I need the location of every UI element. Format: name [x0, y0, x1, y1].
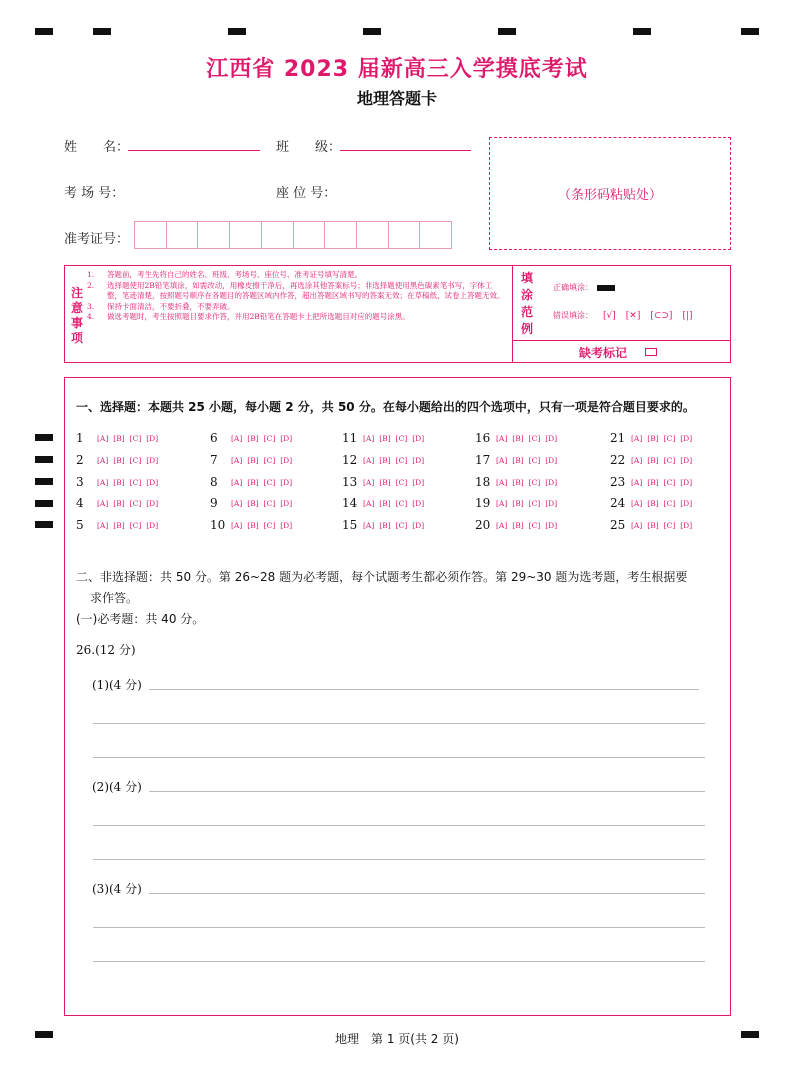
mc-question-number: 17 [475, 453, 491, 467]
mc-question-number: 4 [76, 496, 84, 510]
mc-question-number: 22 [610, 453, 626, 467]
mc-option-bubble[interactable]: [C] [395, 433, 408, 443]
mc-question [210, 496, 292, 510]
mc-question-number: 16 [475, 431, 491, 445]
answer-line[interactable] [93, 757, 705, 758]
mc-option-bubble[interactable]: [B] [379, 455, 391, 465]
timing-mark [35, 28, 53, 35]
mc-option-bubble[interactable]: [C] [528, 520, 541, 530]
mc-option-bubble[interactable]: [A] [231, 520, 243, 530]
mc-question-number: 9 [210, 496, 218, 510]
mc-option-bubble[interactable]: [D] [545, 433, 558, 443]
answer-line[interactable] [93, 859, 705, 860]
answer-line[interactable] [93, 927, 705, 928]
mc-question [76, 453, 158, 467]
mc-question [475, 453, 557, 467]
mc-question [210, 475, 292, 489]
timing-mark [35, 456, 53, 463]
timing-mark [363, 28, 381, 35]
mc-option-bubble[interactable]: [D] [146, 477, 159, 487]
barcode-area [489, 137, 731, 250]
mc-option-bubble[interactable]: [A] [631, 520, 643, 530]
mc-question-number: 10 [210, 518, 226, 532]
page-subtitle: 地理答题卡 [356, 89, 437, 108]
note-number: 3. [87, 301, 95, 311]
timing-mark [35, 478, 53, 485]
mc-option-bubble[interactable]: [D] [280, 520, 293, 530]
wrong-fill-example [553, 310, 693, 321]
class-label: 班 级： [276, 140, 342, 155]
mc-question [475, 475, 557, 489]
mc-option-bubble[interactable]: [D] [412, 520, 425, 530]
mc-option-bubble[interactable]: [A] [231, 477, 243, 487]
mc-question-number: 7 [210, 453, 218, 467]
mc-option-bubble[interactable]: [C] [528, 433, 541, 443]
mc-option-bubble[interactable]: [A] [496, 520, 508, 530]
ticket-digit-box[interactable] [357, 222, 389, 248]
mc-option-bubble[interactable]: [A] [631, 455, 643, 465]
timing-mark [35, 500, 53, 507]
question-26-part-1: (1)(4 分) [92, 678, 142, 692]
section1-title: 一、选择题：本题共 25 小题，每小题 2 分，共 50 分。在每小题给出的四个选项中，只有一项是符合题目要求的。 [76, 400, 695, 414]
required-questions-heading: (一)必考题：共 40 分。 [76, 612, 205, 626]
mc-option-bubble[interactable]: [C] [528, 455, 541, 465]
mc-option-bubble[interactable]: [A] [97, 520, 109, 530]
mc-question [475, 518, 557, 532]
timing-mark [228, 28, 246, 35]
mc-question-number: 6 [210, 431, 218, 445]
notes-box [64, 265, 731, 363]
timing-mark [498, 28, 516, 35]
ticket-digit-box[interactable] [389, 222, 421, 248]
note-number: 1. [87, 270, 95, 279]
mc-option-bubble[interactable]: [D] [545, 455, 558, 465]
mc-question-number: 2 [76, 453, 84, 467]
mc-option-bubble[interactable]: [B] [113, 433, 125, 443]
mc-option-bubble[interactable]: [C] [663, 455, 676, 465]
mc-option-bubble[interactable]: [A] [496, 433, 508, 443]
note-text: 做选考题时，考生按照题目要求作答，并用2B铅笔在答题卡上把所选题目对应的题号涂黑。 [107, 312, 410, 322]
mc-question [210, 453, 292, 467]
mc-option-bubble[interactable]: [C] [263, 455, 276, 465]
mc-question [610, 453, 692, 467]
check-mark-icon: [√] [603, 311, 616, 321]
note-number: 4. [87, 312, 95, 322]
mc-option-bubble[interactable]: [B] [647, 433, 659, 443]
mc-option-bubble[interactable]: [D] [146, 520, 159, 530]
mc-option-bubble[interactable]: [C] [663, 477, 676, 487]
mc-option-bubble[interactable]: [A] [231, 433, 243, 443]
mc-question [342, 453, 424, 467]
absent-mark-box[interactable] [645, 348, 657, 356]
mc-question-number: 13 [342, 475, 358, 489]
mc-option-bubble[interactable]: [A] [363, 477, 375, 487]
mc-option-bubble[interactable]: [B] [113, 477, 125, 487]
page-title: 江西省 2023 届新高三入学摸底考试 [206, 57, 588, 82]
mc-question [475, 431, 557, 445]
mc-option-bubble[interactable]: [C] [663, 498, 676, 508]
timing-mark [633, 28, 651, 35]
mc-question-number: 21 [610, 431, 626, 445]
mc-option-bubble[interactable]: [B] [647, 498, 659, 508]
mc-question [342, 496, 424, 510]
answer-line[interactable] [149, 791, 705, 792]
mc-option-bubble[interactable]: [D] [680, 477, 693, 487]
mc-option-bubble[interactable]: [B] [512, 477, 524, 487]
mc-question-number: 11 [342, 431, 358, 445]
oval-mark-icon: [⊂⊃] [650, 311, 673, 321]
mc-question-number: 12 [342, 453, 358, 467]
notes-heading: 注意事项 [71, 286, 84, 345]
answer-line[interactable] [93, 961, 705, 962]
mc-option-bubble[interactable]: [D] [280, 455, 293, 465]
mc-question [342, 518, 424, 532]
question-26-part-3: (3)(4 分) [92, 882, 142, 896]
note-text: 答题前，考生先将自己的姓名、班级、考场号、座位号、准考证号填写清楚。 [107, 270, 362, 279]
answer-line[interactable] [149, 893, 705, 894]
ticket-digit-box[interactable] [198, 222, 230, 248]
mc-option-bubble[interactable]: [C] [129, 433, 142, 443]
mc-option-bubble[interactable]: [B] [647, 520, 659, 530]
answer-line[interactable] [93, 825, 705, 826]
mc-option-bubble[interactable]: [A] [631, 433, 643, 443]
question-26-part-2: (2)(4 分) [92, 780, 142, 794]
mc-question [210, 431, 292, 445]
mc-option-bubble[interactable]: [B] [113, 455, 125, 465]
mc-option-bubble[interactable]: [B] [512, 455, 524, 465]
mc-option-bubble[interactable]: [C] [129, 477, 142, 487]
mc-option-bubble[interactable]: [C] [263, 433, 276, 443]
page-footer: 地理 第 1 页(共 2 页) [335, 1032, 459, 1046]
filled-bubble-icon [597, 285, 615, 291]
ticket-digit-box[interactable] [167, 222, 199, 248]
mc-option-bubble[interactable]: [C] [395, 455, 408, 465]
mc-option-bubble[interactable]: [B] [113, 520, 125, 530]
mc-question-number: 15 [342, 518, 358, 532]
note-item [87, 312, 507, 323]
mc-option-bubble[interactable]: [B] [379, 477, 391, 487]
note-text: 保持卡面清洁，不要折叠，不要弄破。 [107, 301, 235, 311]
mc-option-bubble[interactable]: [A] [97, 477, 109, 487]
mc-option-bubble[interactable]: [B] [647, 477, 659, 487]
mc-question-number: 18 [475, 475, 491, 489]
mc-option-bubble[interactable]: [B] [379, 498, 391, 508]
mc-option-bubble[interactable]: [C] [395, 498, 408, 508]
timing-mark [35, 521, 53, 528]
mc-option-bubble[interactable]: [C] [663, 520, 676, 530]
cross-mark-icon: [✕] [625, 311, 641, 321]
mc-question-number: 8 [210, 475, 218, 489]
wrong-fill-label: 错误填涂： [553, 311, 593, 320]
mc-option-bubble[interactable]: [B] [379, 433, 391, 443]
mc-question [610, 518, 692, 532]
mc-option-bubble[interactable]: [D] [680, 498, 693, 508]
answer-line[interactable] [93, 723, 705, 724]
mc-question [76, 518, 158, 532]
mc-option-bubble[interactable]: [C] [263, 498, 276, 508]
mc-option-bubble[interactable]: [D] [146, 498, 159, 508]
fill-example-heading: 填涂范例 [521, 271, 534, 336]
mc-option-bubble[interactable]: [A] [496, 455, 508, 465]
mc-option-bubble[interactable]: [B] [113, 498, 125, 508]
ticket-digit-box[interactable] [135, 222, 167, 248]
ticket-digit-box[interactable] [294, 222, 326, 248]
mc-option-bubble[interactable]: [A] [363, 433, 375, 443]
mc-option-bubble[interactable]: [A] [363, 520, 375, 530]
ticket-digit-box[interactable] [262, 222, 294, 248]
mc-option-bubble[interactable]: [B] [247, 455, 259, 465]
mc-question [76, 431, 158, 445]
correct-fill-example [553, 282, 615, 293]
mc-option-bubble[interactable]: [B] [512, 498, 524, 508]
notes-list [87, 270, 507, 323]
class-field[interactable] [340, 150, 471, 151]
mc-option-bubble[interactable]: [A] [631, 498, 643, 508]
note-item [87, 270, 507, 281]
mc-option-bubble[interactable]: [C] [263, 477, 276, 487]
mc-option-bubble[interactable]: [C] [129, 498, 142, 508]
mc-question-number: 3 [76, 475, 84, 489]
mc-option-bubble[interactable]: [C] [395, 520, 408, 530]
mc-question-number: 19 [475, 496, 491, 510]
mc-option-bubble[interactable]: [A] [496, 498, 508, 508]
mc-option-bubble[interactable]: [D] [280, 477, 293, 487]
mc-option-bubble[interactable]: [C] [528, 477, 541, 487]
ticket-digit-box[interactable] [325, 222, 357, 248]
mc-option-bubble[interactable]: [C] [663, 433, 676, 443]
timing-mark [93, 28, 111, 35]
mc-option-bubble[interactable]: [A] [363, 455, 375, 465]
mc-question-number: 14 [342, 496, 358, 510]
section2-title: 二、非选择题：共 50 分。第 26~28 题为必考题，每个试题考生都必须作答。第 29~30 题为选考题，考生根据要 [76, 570, 688, 584]
ticket-number-boxes[interactable] [134, 221, 452, 249]
mc-option-bubble[interactable]: [A] [631, 477, 643, 487]
note-item [87, 302, 507, 313]
section2-title-continued: 求作答。 [90, 591, 139, 605]
mc-option-bubble[interactable]: [C] [129, 520, 142, 530]
mc-option-bubble[interactable]: [B] [512, 520, 524, 530]
mc-question [210, 518, 292, 532]
note-text: 选择题使用2B铅笔填涂，如需改动，用橡皮擦干净后，再选涂其他答案标号；非选择题使用黑色碳素笔书写，字体工整，笔迹清楚，按照题号顺序在各题目的答题区域内作答，超出答题区域书写的答案无效；在草稿纸、试卷上答题无效。 [107, 280, 505, 301]
mc-question [76, 475, 158, 489]
mc-option-bubble[interactable]: [B] [379, 520, 391, 530]
mc-question [610, 475, 692, 489]
mc-option-bubble[interactable]: [C] [528, 498, 541, 508]
seat-label: 座 位 号： [276, 186, 337, 201]
ticket-digit-box[interactable] [230, 222, 262, 248]
mc-question-number: 25 [610, 518, 626, 532]
ticket-digit-box[interactable] [420, 222, 451, 248]
mc-option-bubble[interactable]: [D] [680, 433, 693, 443]
mc-option-bubble[interactable]: [A] [231, 498, 243, 508]
note-number: 2. [87, 280, 95, 290]
mc-question [475, 496, 557, 510]
mc-option-bubble[interactable]: [D] [280, 498, 293, 508]
mc-option-bubble[interactable]: [A] [97, 433, 109, 443]
mc-question [610, 496, 692, 510]
name-label: 姓 名： [64, 140, 130, 155]
absent-mark-row [513, 340, 730, 363]
mc-question-number: 23 [610, 475, 626, 489]
mc-option-bubble[interactable]: [D] [545, 498, 558, 508]
answer-line[interactable] [149, 689, 699, 690]
mc-option-bubble[interactable]: [C] [129, 455, 142, 465]
mc-option-bubble[interactable]: [D] [545, 477, 558, 487]
mc-question [76, 496, 158, 510]
answer-area [64, 377, 731, 1016]
mc-option-bubble[interactable]: [D] [680, 520, 693, 530]
mc-option-bubble[interactable]: [D] [412, 498, 425, 508]
mc-option-bubble[interactable]: [B] [647, 455, 659, 465]
ticket-label: 准考证号： [64, 232, 130, 247]
mc-option-bubble[interactable]: [B] [247, 520, 259, 530]
mc-question-number: 20 [475, 518, 491, 532]
mc-option-bubble[interactable]: [B] [247, 498, 259, 508]
mc-question-number: 24 [610, 496, 626, 510]
mc-option-bubble[interactable]: [D] [680, 455, 693, 465]
mc-question [342, 475, 424, 489]
mc-option-bubble[interactable]: [B] [247, 433, 259, 443]
mc-option-bubble[interactable]: [D] [412, 433, 425, 443]
note-item [87, 281, 507, 302]
mc-option-bubble[interactable]: [A] [97, 455, 109, 465]
mc-option-bubble[interactable]: [D] [545, 520, 558, 530]
mc-question [342, 431, 424, 445]
mc-option-bubble[interactable]: [B] [512, 433, 524, 443]
mc-question-number: 5 [76, 518, 84, 532]
question-26-title: 26.(12 分) [76, 643, 136, 657]
mc-option-bubble[interactable]: [A] [363, 498, 375, 508]
correct-fill-label: 正确填涂： [553, 283, 593, 292]
timing-mark [741, 28, 759, 35]
bar-mark-icon: [|] [682, 311, 693, 321]
room-label: 考 场 号： [64, 186, 125, 201]
absent-mark-label: 缺考标记 [579, 346, 628, 360]
mc-option-bubble[interactable]: [B] [247, 477, 259, 487]
mc-option-bubble[interactable]: [D] [146, 433, 159, 443]
mc-option-bubble[interactable]: [D] [412, 455, 425, 465]
mc-option-bubble[interactable]: [A] [231, 455, 243, 465]
mc-question-number: 1 [76, 431, 84, 445]
mc-option-bubble[interactable]: [A] [496, 477, 508, 487]
timing-mark [35, 434, 53, 441]
barcode-label: （条形码粘贴处） [557, 188, 662, 203]
mc-option-bubble[interactable]: [D] [280, 433, 293, 443]
mc-question [610, 431, 692, 445]
mc-option-bubble[interactable]: [A] [97, 498, 109, 508]
mc-option-bubble[interactable]: [C] [395, 477, 408, 487]
name-field[interactable] [128, 150, 260, 151]
mc-option-bubble[interactable]: [C] [263, 520, 276, 530]
mc-option-bubble[interactable]: [D] [412, 477, 425, 487]
mc-option-bubble[interactable]: [D] [146, 455, 159, 465]
